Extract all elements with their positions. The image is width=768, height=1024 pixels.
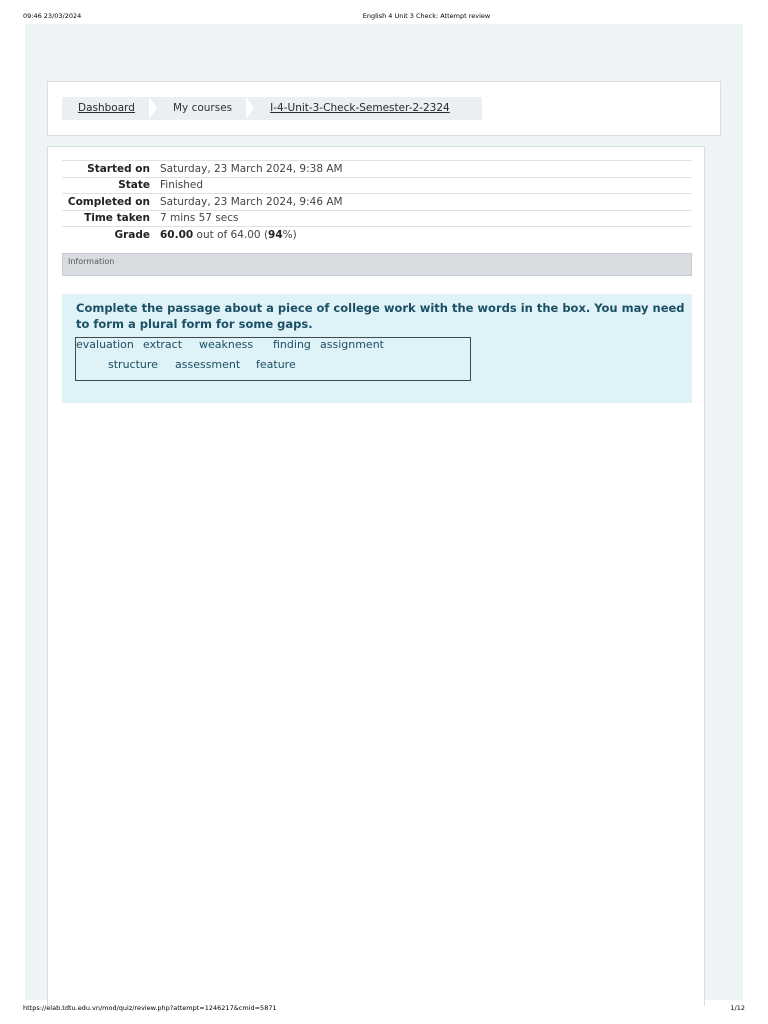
grade-label: Grade (114, 229, 150, 241)
time-taken-value: 7 mins 57 secs (160, 212, 239, 225)
print-header (0, 0, 768, 24)
word-structure: structure (108, 358, 158, 371)
word-assignment: assignment (320, 338, 384, 351)
completed-on-label: Completed on (67, 195, 150, 208)
breadcrumb-course-link[interactable]: I-4-Unit-3-Check-Semester-2-2324 (254, 97, 466, 120)
word-box (75, 337, 471, 381)
print-page-number: 1/12 (730, 1004, 745, 1012)
completed-on-value: Saturday, 23 March 2024, 9:46 AM (160, 195, 343, 208)
print-title: English 4 Unit 3 Check: Attempt review (362, 12, 491, 20)
state-value: Finished (160, 179, 204, 192)
question-panel (62, 294, 692, 403)
word-weakness: weakness (199, 338, 254, 351)
table-row (62, 210, 692, 227)
started-on-value: Saturday, 23 March 2024, 9:38 AM (160, 162, 343, 175)
breadcrumb-my-courses[interactable]: My courses (157, 97, 248, 120)
attempt-review-card (47, 146, 705, 1006)
question-text: Complete the passage about a piece of college work with the words in the box. You may need to form a plural form for some gaps. (76, 301, 685, 331)
breadcrumb (62, 97, 482, 120)
table-row (62, 194, 692, 211)
grade-score: 60.00 (160, 229, 194, 241)
word-assessment: assessment (175, 358, 241, 371)
word-evaluation: evaluation (76, 338, 134, 351)
print-url: https://elab.tdtu.edu.vn/mod/quiz/review.php?attempt=1246217&cmid=5871 (23, 1004, 277, 1012)
time-taken-label: Time taken (84, 212, 150, 225)
word-feature: feature (256, 358, 296, 371)
state-label: State (118, 179, 150, 192)
word-extract: extract (143, 338, 183, 351)
table-row (62, 161, 692, 178)
attempt-summary-table (62, 160, 692, 243)
grade-percent: 94 (268, 229, 283, 241)
print-datetime: 09:46 23/03/2024 (23, 12, 82, 20)
table-row (62, 227, 692, 244)
grade-out-of: out of 64.00 ( (193, 229, 269, 241)
breadcrumb-dashboard-link[interactable]: Dashboard (78, 102, 135, 114)
word-finding: finding (273, 338, 311, 351)
print-footer (0, 1000, 768, 1024)
breadcrumb-card (47, 81, 721, 136)
grade-value (160, 227, 692, 244)
table-row (62, 177, 692, 194)
grade-percent-suffix: %) (282, 229, 297, 241)
information-header: Information (62, 253, 692, 276)
started-on-label: Started on (87, 162, 150, 175)
